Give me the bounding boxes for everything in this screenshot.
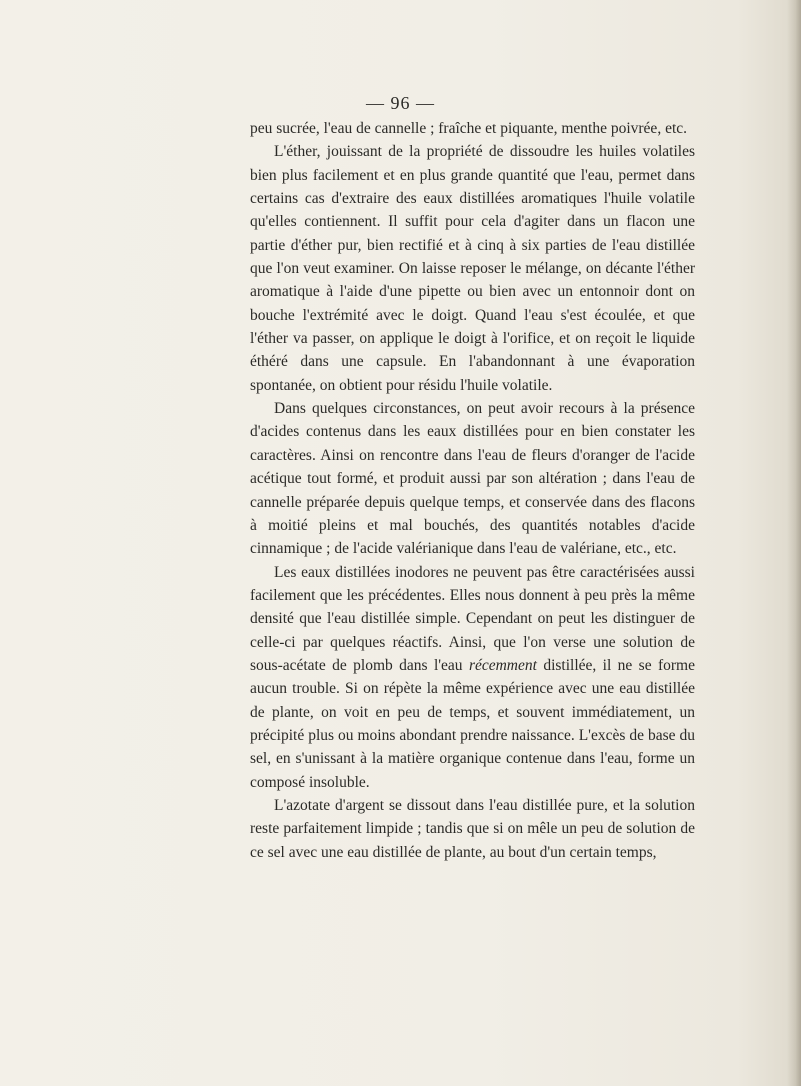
- paragraph-text-before: Les eaux distillées inodores ne peuvent pas être caractérisées aussi facilement que les précédentes. Elles nous donnent à peu près la même densité que l'eau distillée simple. Cependant on peut les distinguer de celle-ci par quelques réactifs. Ainsi, que l'on verse une solution de sous-acétate de plomb dans l'eau: [250, 563, 695, 674]
- body-text: [250, 117, 695, 864]
- paragraph-continuation: peu sucrée, l'eau de cannelle ; fraîche et piquante, menthe poivrée, etc.: [250, 120, 688, 137]
- paragraph-text-after: distillée, il ne se forme aucun trouble. Si on répète la même expérience avec une eau distillée de plante, on voit en peu de temps, et souvent immédiatement, un précipité plus ou moins abondant prendre naissance. L'excès de base du sel, en s'unissant à la matière organique contenue dans l'eau, forme un composé insoluble.: [250, 656, 695, 791]
- emphasis-recemment: récemment: [468, 656, 537, 674]
- paragraph-acids: Dans quelques circonstances, on peut avoir recours à la présence d'acides contenus dans les eaux distillées pour en bien constater les caractères. Ainsi on rencontre dans l'eau de fleurs d'oranger de l'acide acétique tout formé, et produit aussi par son altération ; dans l'eau de cannelle préparée depuis quelque temps, et conservée dans des flacons à moitié pleins et mal bouchés, des quantités notables d'acide cinnamique ; de l'acide valérianique dans l'eau de valériane, etc., etc.: [250, 400, 695, 558]
- page-number: — 96 —: [366, 93, 435, 113]
- paragraph-inodorous-waters: [250, 561, 695, 794]
- paragraph-silver-nitrate: L'azotate d'argent se dissout dans l'eau distillée pure, et la solution reste parfaitement limpide ; tandis que si on mêle un peu de solution de ce sel avec une eau distillée de plante, au bout d'un certain temps,: [250, 796, 695, 861]
- page-edge-shadow: [787, 0, 801, 1086]
- paragraph-ether-extraction: L'éther, jouissant de la propriété de dissoudre les huiles volatiles bien plus facilement et en plus grande quantité que l'eau, permet dans certains cas d'extraire des eaux distillées aromatiques l'huile volatile qu'elles contiennent. Il suffit pour cela d'agiter dans un flacon une partie d'éther pur, bien rectifié et à cinq à six parties de l'eau distillée que l'on veut examiner. On laisse reposer le mélange, on décante l'éther aromatique à l'aide d'une pipette ou bien avec un entonnoir dont on bouche l'extrémité avec le doigt. Quand l'eau s'est écoulée, et que l'éther va passer, on applique le doigt à l'orifice, et on reçoit le liquide éthéré dans une capsule. En l'abandonnant à une évaporation spontanée, on obtient pour résidu l'huile volatile.: [250, 143, 695, 394]
